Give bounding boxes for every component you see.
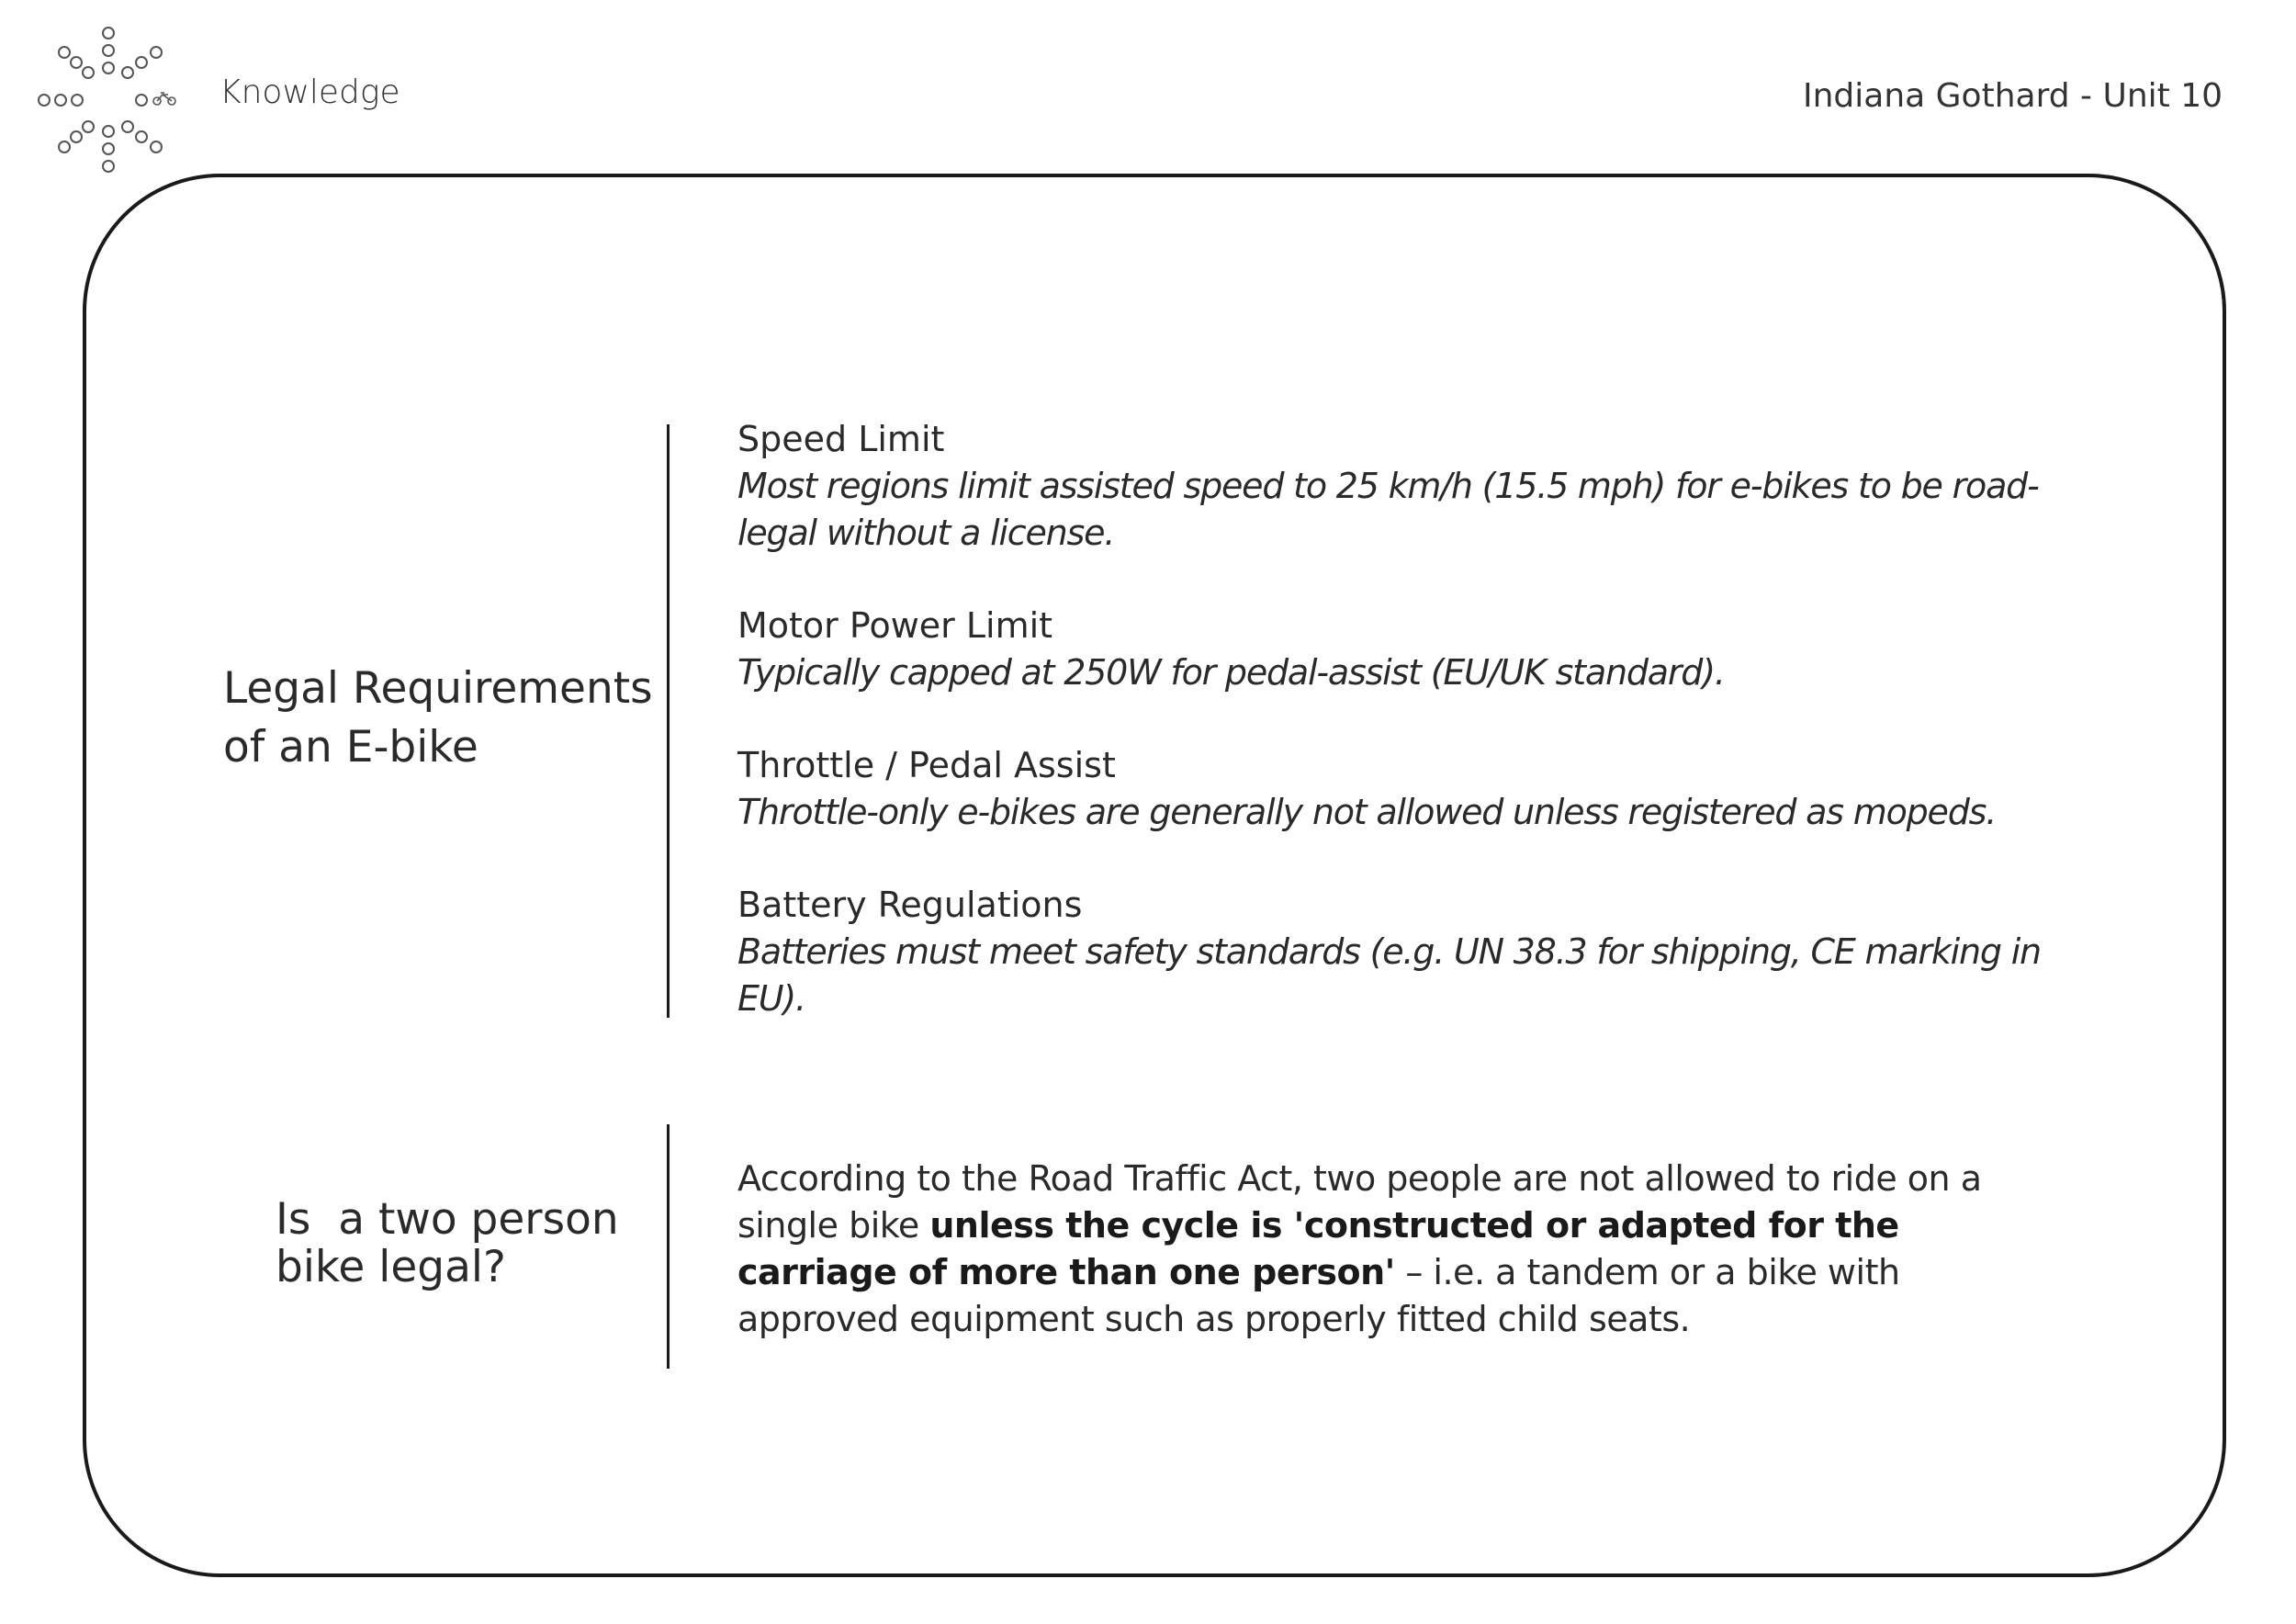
requirement-description: Batteries must meet safety standards (e.g. UN 38.3 for shipping, CE marking in EU). [737,931,2041,1019]
requirement-description: Most regions limit assisted speed to 25 km/h (15.5 mph) for e-bikes to be road-legal without a license. [737,466,2039,553]
divider-line [667,1124,670,1369]
bike-dots-logo-icon [33,24,189,180]
requirement-description: Throttle-only e-bikes are generally not allowed unless registered as mopeds. [737,792,1997,832]
requirement-description: Typically capped at 250W for pedal-assist (EU/UK standard). [737,652,1725,693]
section-label: Knowledge [219,73,400,111]
answer-rest: – i.e. a tandem or a bike with approved equipment such as properly fitted child seats. [737,1252,1900,1339]
requirements-list [737,415,2115,1067]
requirement-motor-power [737,602,2115,696]
legal-requirements-heading [223,660,653,777]
requirement-battery [737,881,2115,1022]
divider-line [667,424,670,1018]
two-person-heading [276,1196,619,1291]
two-person-heading-line2: bike legal? [276,1242,506,1292]
requirement-title: Motor Power Limit [737,605,1053,646]
requirement-speed-limit [737,415,2115,557]
two-person-answer [737,1156,2060,1343]
author-unit-label: Indiana Gothard - Unit 10 [1802,77,2223,115]
answer-bold-clause: unless the cycle is 'constructed or adapted for the carriage of more than one person' [737,1205,1899,1292]
legal-heading-line2: of an E-bike [223,722,478,773]
legal-heading-line1: Legal Requirements [223,663,653,714]
requirement-title: Throttle / Pedal Assist [737,745,1116,785]
requirement-throttle [737,741,2115,836]
requirement-title: Speed Limit [737,419,945,459]
requirement-title: Battery Regulations [737,885,1083,925]
answer-intro: According to the Road Traffic Act, two people are not allowed to ride on a single bike [737,1158,1982,1246]
two-person-heading-line1: Is a two person [276,1194,619,1245]
